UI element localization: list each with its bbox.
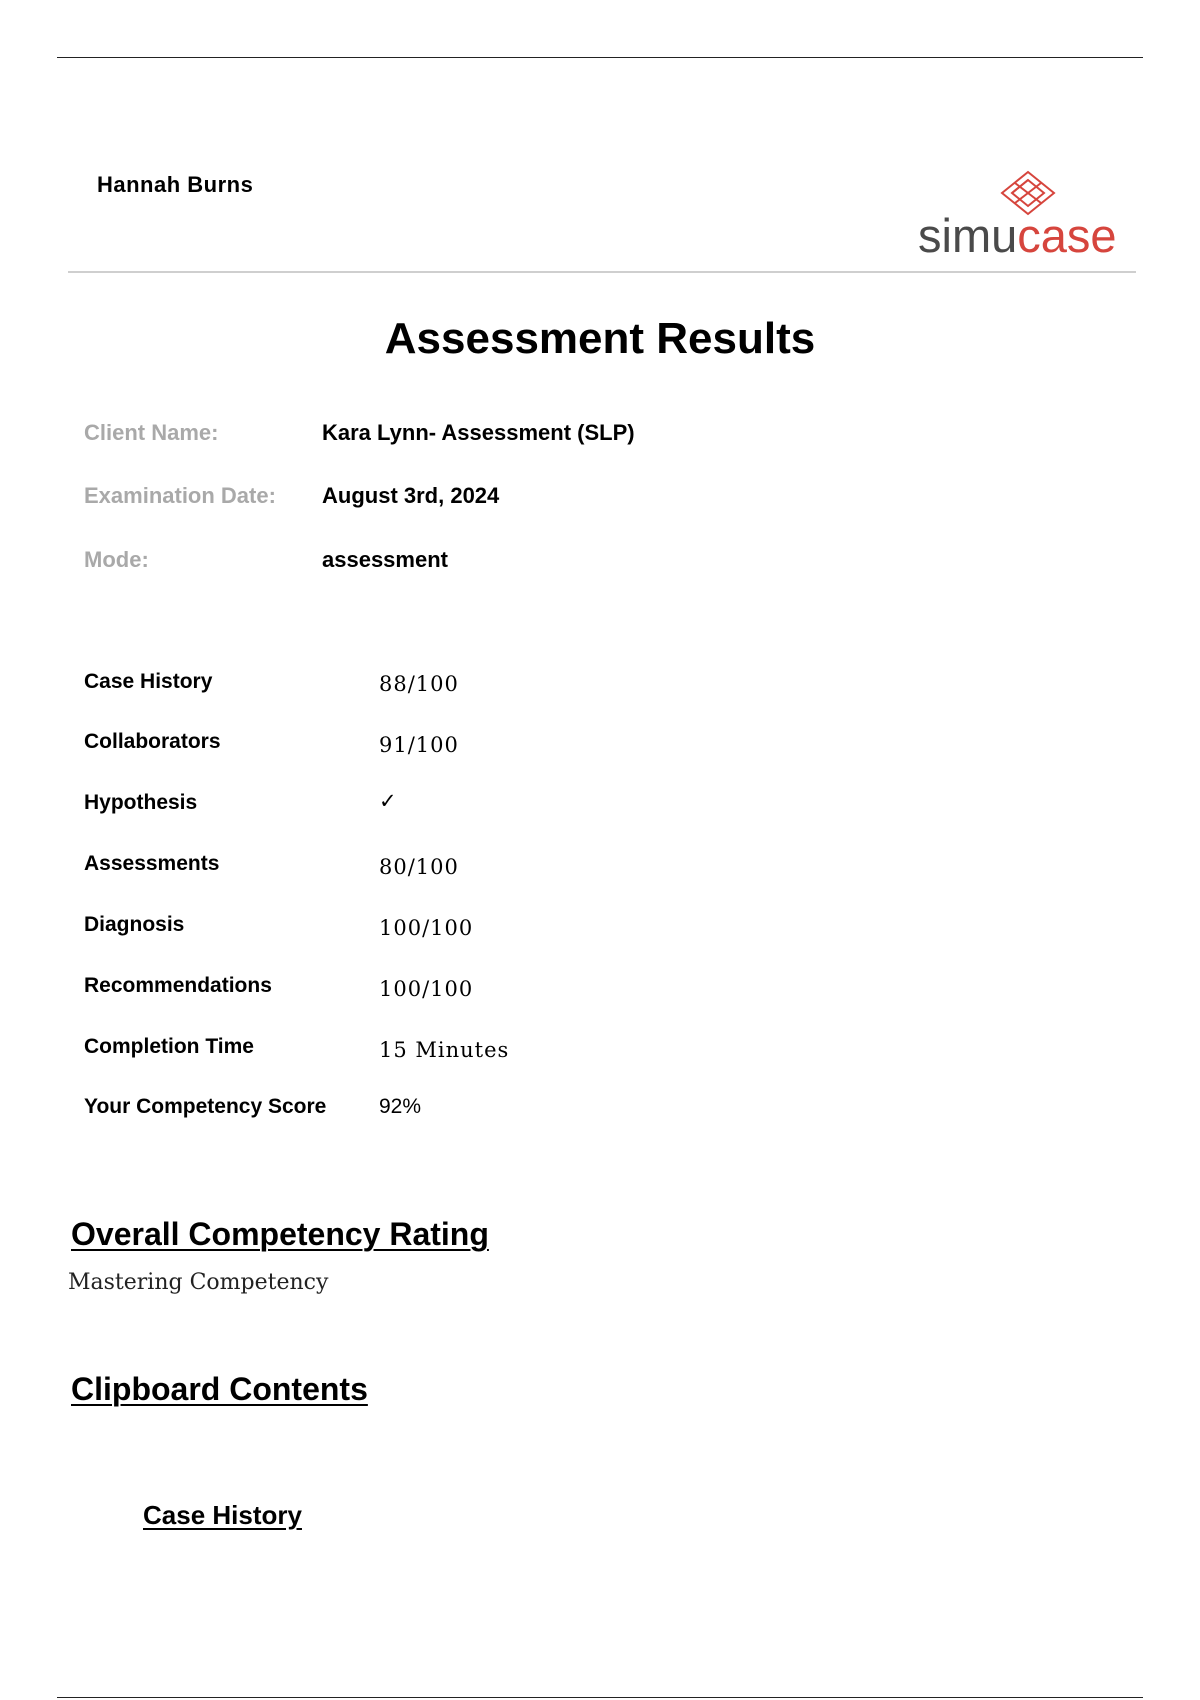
logo-text-u: u — [991, 209, 1018, 262]
score-label-assessments: Assessments — [84, 852, 220, 875]
score-value-hypothesis: ✓ — [379, 790, 397, 813]
clipboard-case-history-heading: Case History — [143, 1500, 302, 1530]
mode-value: assessment — [322, 547, 448, 572]
score-label-diagnosis: Diagnosis — [84, 913, 185, 936]
mode-label: Mode: — [84, 547, 149, 572]
logo-text-sim: sim — [918, 209, 992, 262]
overall-competency-value: Mastering Competency — [68, 1270, 329, 1295]
score-label-recommendations: Recommendations — [84, 974, 272, 997]
page-top-rule — [57, 57, 1143, 58]
logo-text-case: case — [1017, 209, 1117, 262]
score-value-assessments: 80/100 — [379, 855, 459, 879]
student-name: Hannah Burns — [97, 172, 254, 197]
score-value-case-history: 88/100 — [379, 672, 459, 696]
page-bottom-rule — [57, 1697, 1143, 1698]
header-divider — [68, 271, 1136, 273]
score-value-completion-time: 15 Minutes — [379, 1038, 510, 1062]
score-label-case-history: Case History — [84, 670, 213, 693]
score-label-collaborators: Collaborators — [84, 730, 221, 753]
page-title: Assessment Results — [384, 314, 816, 363]
score-label-hypothesis: Hypothesis — [84, 791, 198, 814]
score-value-collaborators: 91/100 — [379, 733, 459, 757]
score-label-competency-score: Your Competency Score — [84, 1095, 327, 1118]
score-label-completion-time: Completion Time — [84, 1035, 254, 1058]
overall-competency-heading: Overall Competency Rating — [71, 1216, 489, 1252]
client-name-label: Client Name: — [84, 420, 219, 445]
simucase-logo — [918, 170, 1138, 260]
logo-wordmark — [918, 209, 1117, 262]
score-value-recommendations: 100/100 — [379, 977, 474, 1001]
score-value-diagnosis: 100/100 — [379, 916, 474, 940]
examination-date-label: Examination Date: — [84, 483, 276, 508]
client-name-value: Kara Lynn- Assessment (SLP) — [322, 420, 635, 445]
score-value-competency-score: 92% — [379, 1095, 422, 1118]
examination-date-value: August 3rd, 2024 — [322, 483, 500, 508]
clipboard-contents-heading: Clipboard Contents — [71, 1371, 368, 1407]
